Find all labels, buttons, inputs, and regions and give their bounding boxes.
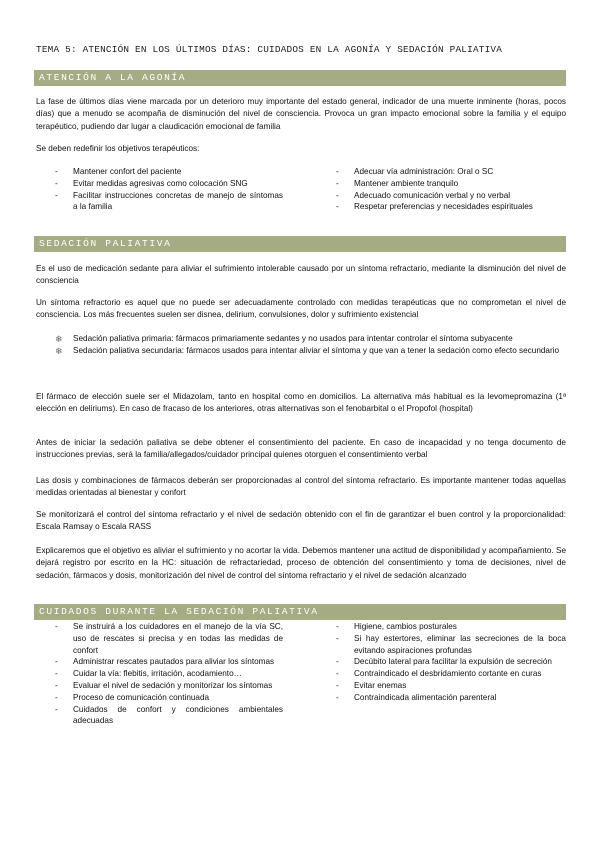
- dash-icon: -: [55, 680, 58, 690]
- agonia-intro-paragraph: La fase de últimos días viene marcada por un deterioro muy importante del estado general, indicador de una muerte inminente (horas, pocos días) que a menudo se acompaña de disminución del nivel de consciencia. Provoca un gran impacto emocional sobre la familia y el equipo terapéutico, pudiendo dar lugar a claudicación emocional de familia: [36, 97, 566, 131]
- dash-icon: -: [55, 669, 58, 679]
- dash-icon: -: [55, 178, 58, 188]
- list-item: - Administrar rescates pautados para aliviar los síntomas: [55, 657, 275, 667]
- section-heading-cuidados: CUIDADOS DURANTE LA SEDACIÓN PALIATIVA: [34, 604, 566, 620]
- consent-paragraph: Antes de iniciar la sedación paliativa se debe obtener el consentimiento del paciente. En caso de incapacidad y no tenga documento de instrucciones previas, será la familia/allegados/cuidador principal quienes otorguen el consentimiento verbal: [36, 438, 566, 460]
- objectives-left-list: [55, 166, 283, 213]
- list-item: - Si hay estertores, eliminar las secreciones de la boca evitando aspiraciones profundas: [336, 633, 566, 655]
- list-item: - Contraindicada alimentación parenteral: [336, 692, 497, 702]
- dash-icon: -: [336, 633, 339, 643]
- list-item: - Adecuado comunicación verbal y no verbal: [336, 190, 511, 200]
- dash-icon: -: [55, 692, 58, 702]
- list-item: - Mantener confort del paciente: [55, 167, 182, 176]
- dash-icon: -: [336, 657, 339, 667]
- dash-icon: -: [55, 190, 58, 200]
- section-heading-agonia: ATENCIÓN A LA AGONÍA: [34, 70, 566, 86]
- list-item: - Evaluar el nivel de sedación y monitorizar los síntomas: [55, 680, 273, 690]
- list-item: - Mantener ambiente tranquilo: [336, 178, 459, 188]
- care-right-list: [336, 621, 566, 704]
- list-item: ❄ Sedación paliativa secundaria: fármacos usados para intentar aliviar el síntoma y que van a tener la sedación como efecto secundario: [55, 346, 560, 357]
- monitoring-paragraph: Se monitorizará el control del síntoma refractario y el nivel de sedación obtenido con el fin de garantizar el buen control y la proporcionalidad: Escala Ramsay o Escala RASS: [36, 510, 566, 532]
- list-item: - Respetar preferencias y necesidades espirituales: [336, 202, 533, 212]
- dosage-paragraph: Las dosis y combinaciones de fármacos deberán ser proporcionadas al control del síntoma refractario. Es importante mantener todas aquellas medidas orientadas al bienestar y confort: [36, 476, 566, 498]
- dash-icon: -: [55, 704, 58, 714]
- snowflake-bullet-icon: ❄: [55, 334, 63, 344]
- care-left-list: [55, 621, 283, 727]
- dash-icon: -: [336, 692, 339, 702]
- list-item: - Facilitar instrucciones concretas de manejo de síntomas a la familia: [55, 190, 283, 212]
- document-title: TEMA 5: ATENCIÓN EN LOS ÚLTIMOS DÍAS: CUIDADOS EN LA AGONÍA Y SEDACIÓN PALIATIVA: [36, 44, 503, 55]
- list-item: - Se instruirá a los cuidadores en el manejo de la vía SC, uso de rescates si precisa y en todas las medidas de confort: [55, 622, 283, 655]
- dash-icon: -: [55, 167, 58, 176]
- objectives-right-list: [336, 166, 566, 213]
- list-item: - Cuidar la vía: flebitis, irritación, acodamiento…: [55, 669, 242, 679]
- list-item: - Decúbito lateral para facilitar la expulsión de secreción: [336, 657, 552, 667]
- objectives-intro: Se deben redefinir los objetivos terapéuticos:: [36, 144, 200, 153]
- dash-icon: -: [336, 669, 339, 679]
- list-item: - Adecuar vía administración: Oral o SC: [336, 167, 494, 176]
- dash-icon: -: [336, 680, 339, 690]
- sedation-types-list: [55, 333, 566, 358]
- refractory-symptom-paragraph: Un síntoma refractorio es aquel que no puede ser adecuadamente controlado con medidas terapéuticas que no comprometan el nivel de consciencia. Los más frecuentes suelen ser disnea, delirium, convulsiones, dolor y sufrimiento existencial: [36, 298, 566, 320]
- dash-icon: -: [336, 622, 339, 631]
- list-item: - Evitar enemas: [336, 680, 407, 690]
- dash-icon: -: [55, 622, 58, 631]
- objective-paragraph: Explicaremos que el objetivo es aliviar el sufrimiento y no acortar la vida. Debemos mantener una actitud de disponibilidad y acompañamiento. Se dejará registro por escrito en la HC: situación de refractariedad, proceso de obtención del consentimiento y toma de decisiones, nivel de sedación, fármacos y dosis, monitorización del nivel de control del síntoma refractario y el nivel de sedación alcanzado: [36, 546, 566, 580]
- dash-icon: -: [336, 190, 339, 200]
- section-heading-sedacion: SEDACIÓN PALIATIVA: [34, 236, 566, 252]
- list-item: ❄ Sedación paliativa primaria: fármacos primariamente sedantes y no usados para intentar controlar el síntoma subyacente: [55, 334, 513, 344]
- drug-choice-paragraph: El fármaco de elección suele ser el Midazolam, tanto en hospital como en domicilios. La alternativa más habitual es la levomepromazina (1ª elección en deliriums). En caso de fracaso de los anteriores, otras alternativas son el fenobarbital o el Propofol (hospital): [36, 392, 566, 414]
- list-item: - Evitar medidas agresivas como colocación SNG: [55, 178, 248, 188]
- list-item: - Contraindicado el desbridamiento cortante en curas: [336, 669, 542, 679]
- dash-icon: -: [336, 178, 339, 188]
- snowflake-bullet-icon: ❄: [55, 346, 63, 357]
- list-item: - Cuidados de confort y condiciones ambientales adecuadas: [55, 704, 283, 726]
- list-item: - Higiene, cambios posturales: [336, 622, 457, 631]
- sedacion-definition-paragraph: Es el uso de medicación sedante para aliviar el sufrimiento intolerable causado por un síntoma refractario, mediante la disminución del nivel de consciencia: [36, 264, 566, 286]
- dash-icon: -: [336, 167, 339, 176]
- list-item: - Proceso de comunicación continuada: [55, 692, 210, 702]
- dash-icon: -: [55, 657, 58, 667]
- dash-icon: -: [336, 202, 339, 212]
